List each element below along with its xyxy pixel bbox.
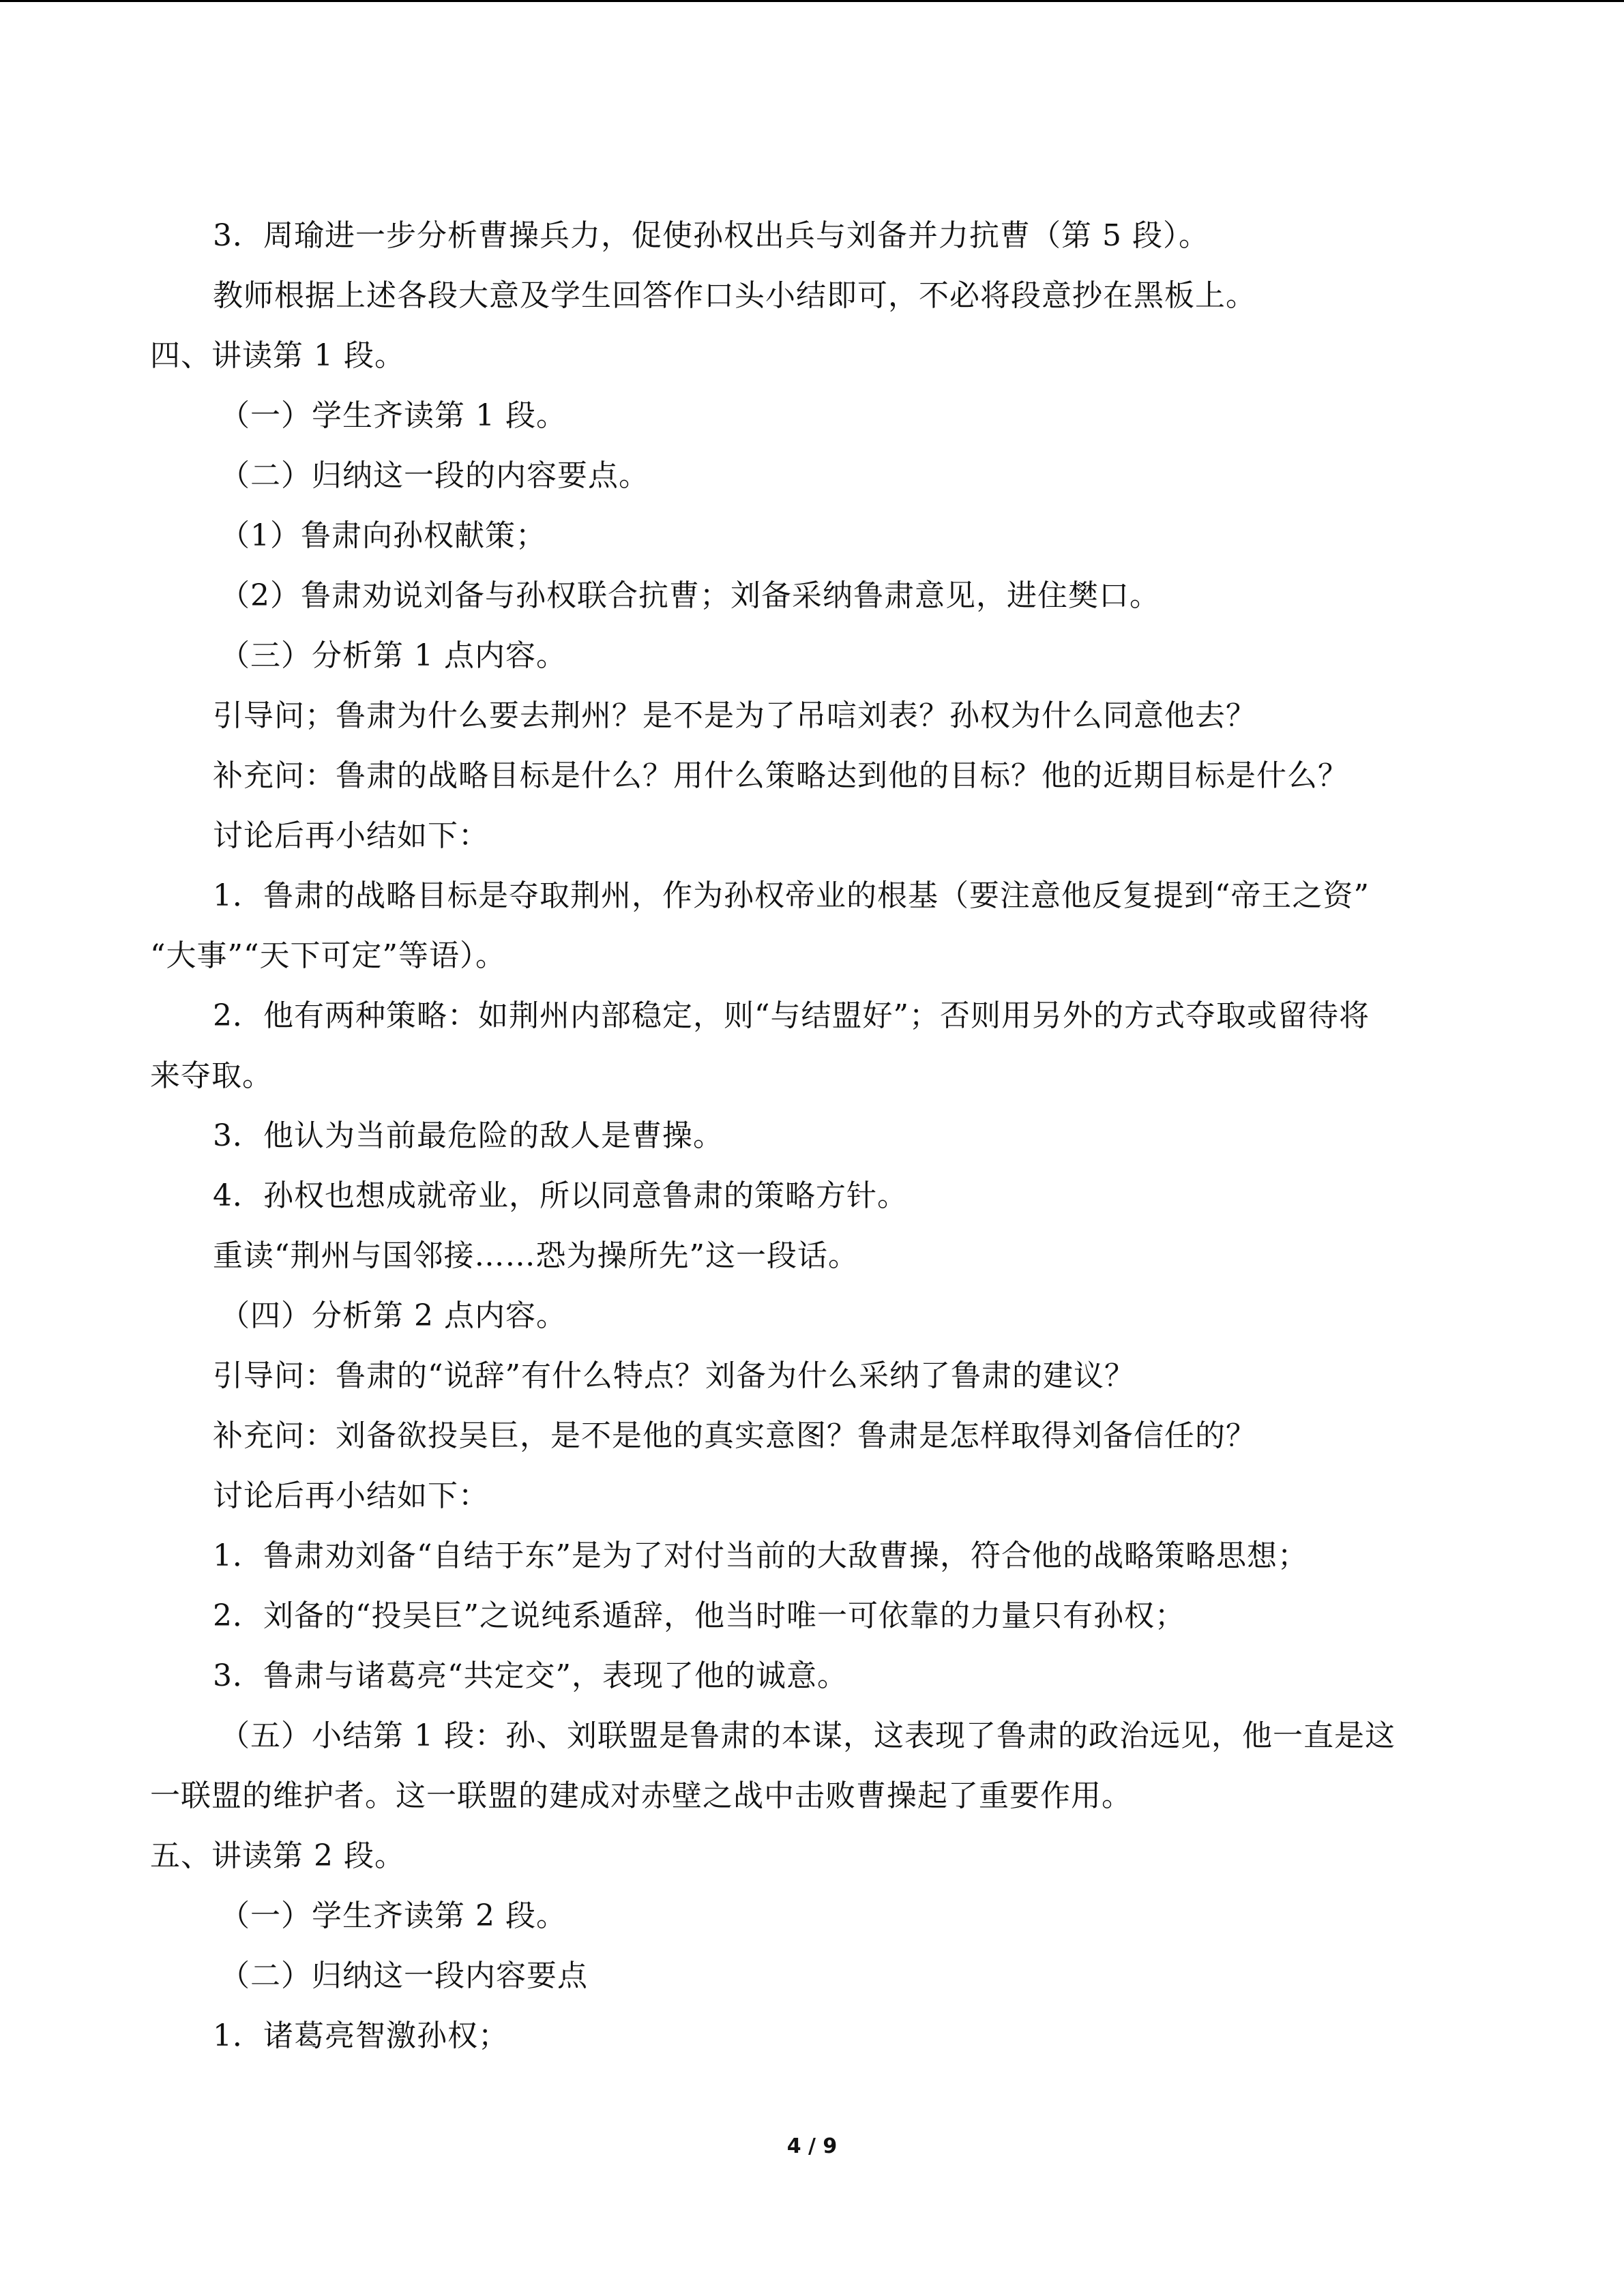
page-number: 4 / 9 [786, 2134, 838, 2158]
body-line: 引导问：鲁肃的“说辞”有什么特点？刘备为什么采纳了鲁肃的建议？ [213, 1358, 1135, 1393]
top-border-line [0, 0, 1624, 2]
body-line: 引导问；鲁肃为什么要去荆州？是不是为了吊唁刘表？孙权为什么同意他去？ [213, 698, 1256, 733]
body-line: 1．鲁肃的战略目标是夺取荆州，作为孙权帝业的根基（要注意他反复提到“帝王之资” [213, 878, 1370, 913]
body-line: “大事”“天下可定”等语）。 [150, 938, 506, 973]
body-line: 4．孙权也想成就帝业，所以同意鲁肃的策略方针。 [213, 1178, 908, 1213]
body-line: （2）鲁肃劝说刘备与孙权联合抗曹；刘备采纳鲁肃意见，进住樊口。 [220, 578, 1160, 613]
body-line: 讨论后再小结如下： [213, 818, 489, 853]
body-line: 一联盟的维护者。这一联盟的建成对赤壁之战中击败曹操起了重要作用。 [150, 1778, 1132, 1813]
body-line: 2．他有两种策略：如荆州内部稳定，则“与结盟好”；否则用另外的方式夺取或留待将 [213, 998, 1370, 1033]
body-line: 1．诸葛亮智激孙权； [213, 2018, 509, 2053]
body-line: 3．他认为当前最危险的敌人是曹操。 [213, 1118, 724, 1153]
body-line: 2．刘备的“投吴巨”之说纯系遁辞，他当时唯一可依靠的力量只有孙权； [213, 1598, 1185, 1633]
body-line: 重读“荆州与国邻接……恐为操所先”这一段话。 [213, 1238, 859, 1273]
body-line: 来夺取。 [150, 1058, 273, 1093]
body-line: 3．鲁肃与诸葛亮“共定交”，表现了他的诚意。 [213, 1658, 848, 1693]
body-line: 教师根据上述各段大意及学生回答作口头小结即可，不必将段意抄在黑板上。 [213, 278, 1256, 313]
body-line: （一）学生齐读第 1 段。 [220, 398, 567, 433]
body-line: （二）归纳这一段的内容要点。 [220, 458, 649, 493]
body-line: （一）学生齐读第 2 段。 [220, 1898, 567, 1933]
body-line: （五）小结第 1 段：孙、刘联盟是鲁肃的本谋，这表现了鲁肃的政治远见，他一直是这 [220, 1718, 1396, 1753]
body-line: （四）分析第 2 点内容。 [220, 1298, 567, 1333]
body-line: 讨论后再小结如下： [213, 1478, 489, 1513]
body-line: 补充问：刘备欲投吴巨，是不是他的真实意图？鲁肃是怎样取得刘备信任的？ [213, 1418, 1256, 1453]
body-line: （二）归纳这一段内容要点 [220, 1958, 588, 1993]
body-line: 3．周瑜进一步分析曹操兵力，促使孙权出兵与刘备并力抗曹（第 5 段）。 [213, 218, 1209, 253]
section-heading: 四、讲读第 1 段。 [150, 338, 405, 373]
body-line: 补充问：鲁肃的战略目标是什么？用什么策略达到他的目标？他的近期目标是什么？ [213, 758, 1348, 793]
body-line: 1．鲁肃劝刘备“自结于东”是为了对付当前的大敌曹操，符合他的战略策略思想； [213, 1538, 1308, 1573]
body-line: （三）分析第 1 点内容。 [220, 638, 567, 673]
body-line: （1）鲁肃向孙权献策； [220, 518, 546, 553]
document-body [150, 206, 1480, 2066]
section-heading: 五、讲读第 2 段。 [150, 1838, 405, 1873]
